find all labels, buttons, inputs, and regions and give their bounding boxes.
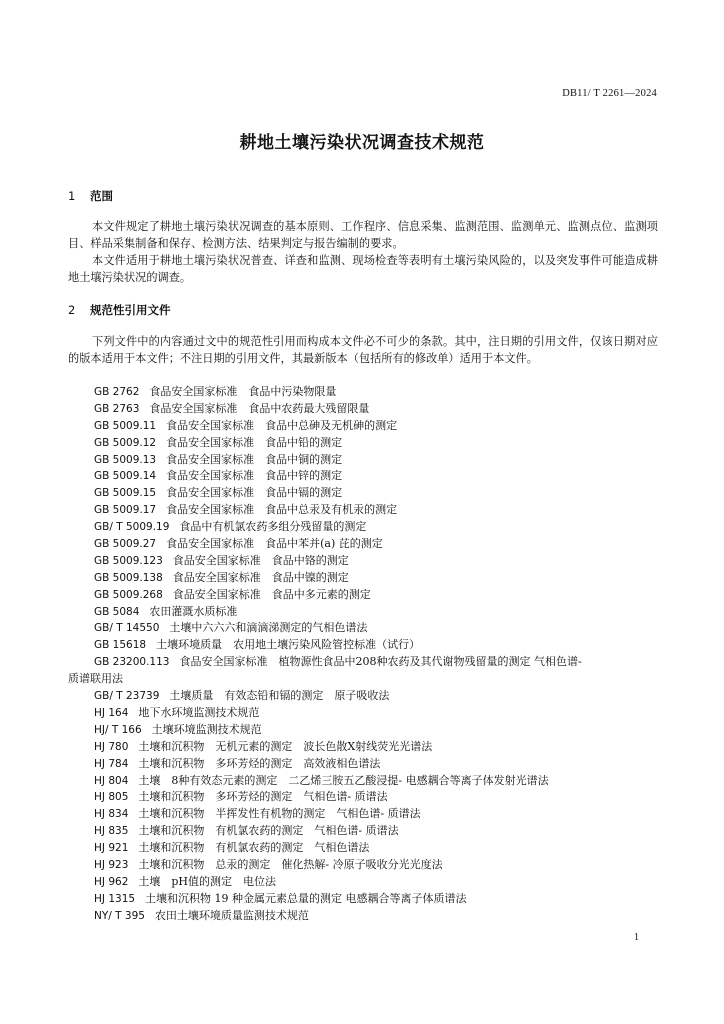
- reference-code: GB 5009.13: [94, 453, 157, 466]
- reference-title: 食品安全国家标准 食品中镉的测定: [166, 486, 343, 500]
- reference-code: HJ 784: [94, 757, 129, 770]
- section-number: 1: [68, 189, 76, 203]
- reference-item: [94, 773, 674, 790]
- reference-item: [94, 637, 674, 654]
- standard-code: DB11/ T 2261—2024: [562, 88, 657, 99]
- reference-code: GB 5009.11: [94, 419, 157, 432]
- reference-item: [94, 705, 674, 722]
- reference-title: 食品安全国家标准 食品中总砷及无机砷的测定: [166, 418, 398, 432]
- reference-title: 土壤 8种有效态元素的测定 二乙烯三胺五乙酸浸提- 电感耦合等离子体发射光谱法: [138, 773, 549, 787]
- reference-item: [94, 384, 674, 401]
- reference-code: HJ 923: [94, 858, 129, 871]
- reference-item: [94, 840, 674, 857]
- reference-item: [94, 553, 674, 570]
- reference-title: 土壤和沉积物 多环芳烃的测定 气相色谱- 质谱法: [138, 790, 388, 804]
- reference-item: [94, 519, 674, 536]
- reference-code: HJ 164: [94, 706, 129, 719]
- reference-code: GB 5009.123: [94, 554, 163, 567]
- reference-title: 食品安全国家标准 食品中农药最大残留限量: [149, 401, 370, 415]
- reference-item: [94, 435, 674, 452]
- reference-code: GB/ T 5009.19: [94, 521, 170, 534]
- reference-code: GB/ T 14550: [94, 622, 160, 635]
- reference-code: GB 5084: [94, 605, 140, 618]
- reference-item: [94, 452, 674, 469]
- reference-title: 土壤环境质量 农用地土壤污染风险管控标准（试行）: [156, 638, 421, 652]
- reference-code: GB 23200.113: [94, 656, 170, 669]
- reference-title: 食品安全国家标准 食品中多元素的测定: [172, 587, 371, 601]
- reference-item: [94, 401, 674, 418]
- reference-title: 土壤和沉积物 总汞的测定 催化热解- 冷原子吸收分光光度法: [138, 857, 443, 871]
- reference-title: 食品安全国家标准 食品中锌的测定: [166, 469, 343, 483]
- reference-item: [94, 874, 674, 891]
- reference-item: [94, 570, 674, 587]
- reference-item: [94, 823, 674, 840]
- reference-title: 食品安全国家标准 食品中苯并(a) 芘的测定: [166, 537, 383, 551]
- reference-title: 土壤环境监测技术规范: [151, 722, 262, 736]
- document-title: 耕地土壤污染状况调查技术规范: [239, 133, 485, 153]
- reference-item: [94, 722, 674, 739]
- reference-item: [94, 789, 674, 806]
- reference-code: HJ/ T 166: [94, 723, 142, 736]
- reference-item: [94, 502, 674, 519]
- reference-title: 农田灌溉水质标准: [149, 604, 238, 618]
- reference-code: GB 5009.14: [94, 470, 157, 483]
- reference-code: HJ 805: [94, 791, 129, 804]
- reference-item: [94, 756, 674, 773]
- paragraph: 下列文件中的内容通过文中的规范性引用而构成本文件必不可少的条款。其中，注日期的引用文件，仅该日期对应的版本适用于本文件；不注日期的引用文件，其最新版本（包括所有的修改单）适用于本文件。: [68, 335, 658, 365]
- reference-title: 农田土壤环境质量监测技术规范: [154, 908, 309, 922]
- section-number: 2: [68, 303, 76, 317]
- reference-code: GB 5009.15: [94, 487, 157, 500]
- reference-title: 土壤和沉积物 半挥发性有机物的测定 气相色谱- 质谱法: [138, 807, 421, 821]
- reference-code: HJ 804: [94, 774, 129, 787]
- reference-code: GB 5009.12: [94, 436, 157, 449]
- reference-title: 食品安全国家标准 食品中铅的测定: [166, 435, 343, 449]
- reference-title: 食品安全国家标准 食品中总汞及有机汞的测定: [166, 503, 398, 517]
- reference-item: [94, 908, 674, 925]
- reference-item: [94, 536, 674, 553]
- reference-item: [94, 806, 674, 823]
- reference-title: 土壤和沉积物 无机元素的测定 波长色散X射线荧光光谱法: [138, 739, 433, 753]
- reference-title: 土壤和沉积物 有机氯农药的测定 气相色谱- 质谱法: [138, 824, 399, 838]
- section-heading-scope: [68, 188, 113, 204]
- reference-title: 食品安全国家标准 食品中铬的测定: [172, 553, 349, 567]
- reference-title: 土壤 pH值的测定 电位法: [138, 874, 277, 888]
- page-number: 1: [634, 932, 639, 943]
- section-title: 范围: [90, 189, 113, 203]
- reference-code: HJ 1315: [94, 892, 136, 905]
- section-heading-normative-references: [68, 302, 171, 318]
- reference-list: [68, 384, 674, 925]
- reference-code: HJ 921: [94, 842, 129, 855]
- reference-code: GB 5009.27: [94, 538, 157, 551]
- reference-code: HJ 835: [94, 825, 129, 838]
- reference-title: 土壤和沉积物 19 种金属元素总量的测定 电感耦合等离子体质谱法: [145, 891, 467, 905]
- reference-title: 食品安全国家标准 食品中污染物限量: [149, 385, 337, 398]
- reference-item: [94, 891, 674, 908]
- reference-code: HJ 780: [94, 740, 129, 753]
- reference-item: [68, 654, 674, 688]
- reference-title: 食品中有机氯农药多组分残留量的测定: [179, 520, 367, 534]
- reference-item: [94, 857, 674, 874]
- paragraph: 本文件规定了耕地土壤污染状况调查的基本原则、工作程序、信息采集、监测范围、监测单元、监测点位、监测项目、样品采集制备和保存、检测方法、结果判定与报告编制的要求。: [68, 220, 658, 250]
- reference-title: 土壤质量 有效态铅和镉的测定 原子吸收法: [169, 689, 390, 703]
- reference-title-continuation: 质谱联用法: [68, 672, 123, 686]
- reference-item: [94, 468, 674, 485]
- reference-item: [94, 587, 674, 604]
- reference-item: [94, 485, 674, 502]
- reference-title: 食品安全国家标准 植物源性食品中208种农药及其代谢物残留量的测定 气相色谱-: [179, 655, 582, 669]
- reference-item: [94, 620, 674, 637]
- reference-title: 食品安全国家标准 食品中铜的测定: [166, 452, 343, 466]
- reference-code: HJ 962: [94, 875, 129, 888]
- paragraph: 本文件适用于耕地土壤污染状况普查、详查和监测、现场检查等表明有土壤污染风险的，以及突发事件可能造成耕地土壤污染状况的调查。: [68, 254, 658, 284]
- reference-code: GB 5009.268: [94, 588, 163, 601]
- reference-code: NY/ T 395: [94, 909, 145, 922]
- reference-code: GB 2763: [94, 402, 140, 415]
- reference-code: HJ 834: [94, 808, 129, 821]
- reference-item: [94, 739, 674, 756]
- reference-item: [94, 418, 674, 435]
- reference-title: 土壤和沉积物 多环芳烃的测定 高效液相色谱法: [138, 756, 381, 770]
- reference-title: 食品安全国家标准 食品中镍的测定: [172, 570, 349, 584]
- reference-code: GB 5009.138: [94, 571, 163, 584]
- reference-title: 土壤和沉积物 有机氯农药的测定 气相色谱法: [138, 841, 370, 855]
- reference-code: GB 15618: [94, 639, 147, 652]
- reference-title: 土壤中六六六和滴滴涕测定的气相色谱法: [169, 621, 368, 635]
- reference-title: 地下水环境监测技术规范: [138, 705, 260, 719]
- reference-item: [94, 688, 674, 705]
- reference-code: GB 5009.17: [94, 504, 157, 517]
- reference-code: GB 2762: [94, 386, 140, 398]
- reference-item: [94, 604, 674, 621]
- reference-code: GB/ T 23739: [94, 690, 160, 703]
- section-title: 规范性引用文件: [90, 303, 171, 317]
